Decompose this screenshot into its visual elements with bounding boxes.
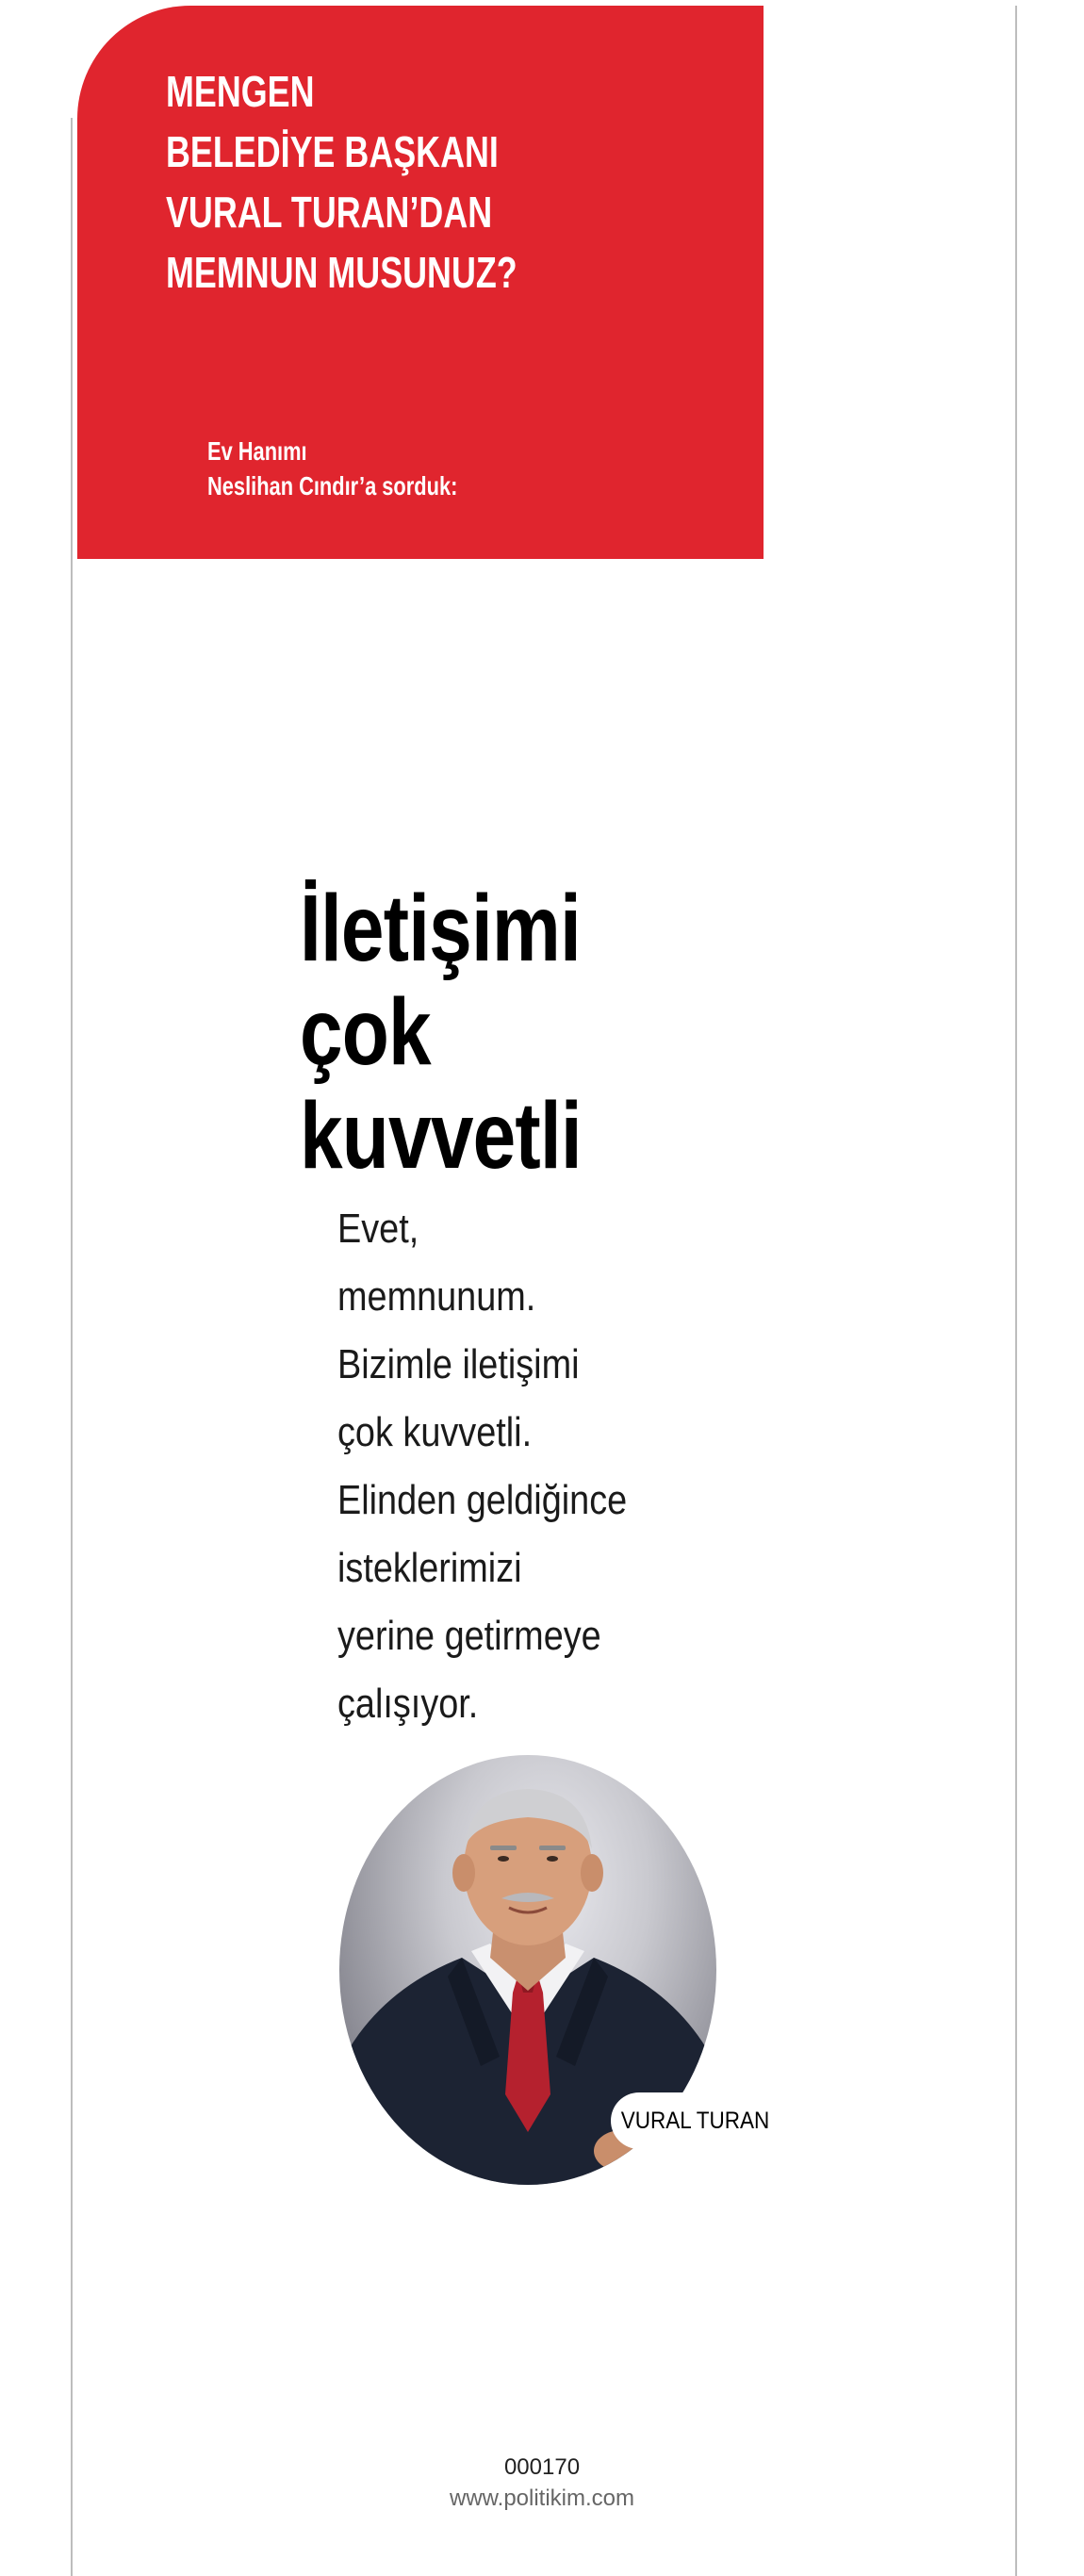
byline: [207, 434, 457, 503]
body-line: çok kuvvetli.: [337, 1409, 533, 1455]
headline-line: VURAL TURAN’DAN: [166, 188, 493, 237]
title-line: kuvvetli: [300, 1083, 582, 1189]
right-margin-rule: [1015, 6, 1017, 2576]
byline-role: Ev Hanımı: [207, 436, 307, 466]
body-line: isteklerimizi: [337, 1545, 522, 1591]
body-line: Elinden geldiğince: [337, 1477, 628, 1523]
body-line: Evet,: [337, 1206, 419, 1252]
article-body: [337, 1195, 627, 1738]
headline-line: MEMNUN MUSUNUZ?: [166, 248, 517, 297]
headline-line: BELEDİYE BAŞKANI: [166, 127, 499, 176]
body-line: yerine getirmeye: [337, 1613, 601, 1659]
body-line: çalışıyor.: [337, 1681, 479, 1727]
title-line: çok: [300, 979, 431, 1085]
body-line: memnunum.: [337, 1273, 536, 1320]
byline-name: Neslihan Cındır’a sorduk:: [207, 471, 458, 500]
article-title: [300, 877, 582, 1188]
left-margin-rule: [71, 118, 73, 2576]
headline: [166, 61, 578, 303]
headline-line: MENGEN: [166, 67, 315, 116]
footer-code: 000170: [503, 2454, 581, 2480]
footer-url[interactable]: www.politikim.com: [449, 2486, 635, 2511]
body-line: Bizimle iletişimi: [337, 1341, 580, 1387]
title-line: İletişimi: [300, 876, 581, 981]
name-tag: [611, 2092, 780, 2149]
name-tag-label: VURAL TURAN: [621, 2107, 770, 2134]
